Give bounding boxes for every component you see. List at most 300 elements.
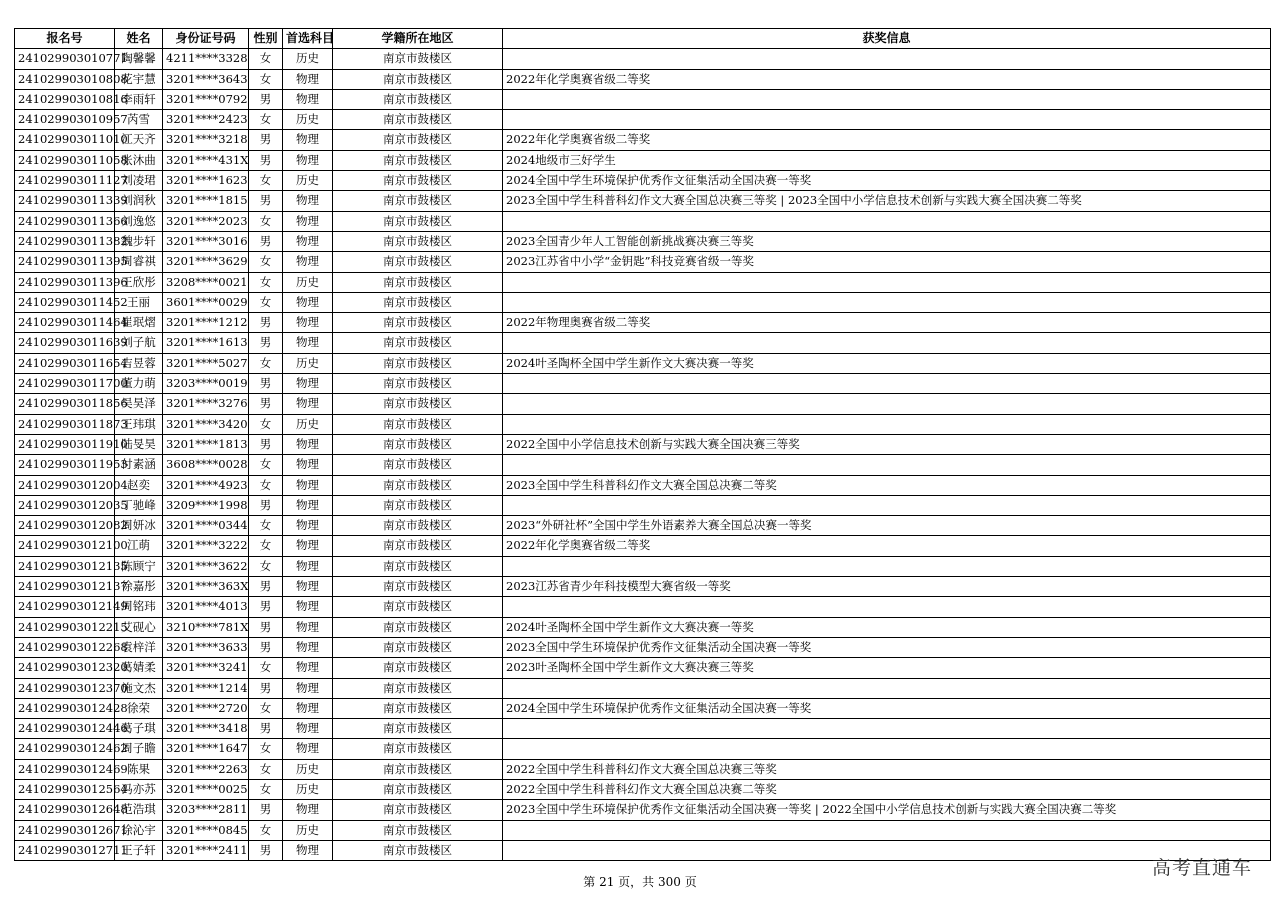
table-row	[15, 840, 1271, 860]
registration-number-cell: 241029903011058	[15, 150, 115, 170]
registration-number-cell: 241029903011639	[15, 333, 115, 353]
id-number-cell: 3201****1212	[163, 313, 249, 333]
name-cell: 陈果	[115, 759, 163, 779]
subject-cell: 物理	[283, 617, 333, 637]
id-number-cell: 3201****2411	[163, 840, 249, 860]
awards-cell	[503, 394, 1271, 414]
registration-number-cell: 241029903012035	[15, 495, 115, 515]
header-preferred-subject: 首选科目	[283, 29, 333, 49]
table-body	[15, 49, 1271, 861]
region-cell: 南京市鼓楼区	[333, 171, 503, 191]
subject-cell: 物理	[283, 252, 333, 272]
region-cell: 南京市鼓楼区	[333, 313, 503, 333]
watermark: 高考直通车	[1151, 857, 1252, 879]
id-number-cell: 3201****4923	[163, 475, 249, 495]
registration-number-cell: 241029903012135	[15, 556, 115, 576]
name-cell: 魏步轩	[115, 231, 163, 251]
table-header	[15, 29, 1271, 49]
name-cell: 陆旻昊	[115, 434, 163, 454]
table-row	[15, 719, 1271, 739]
gender-cell: 男	[249, 434, 283, 454]
subject-cell: 物理	[283, 69, 333, 89]
gender-cell: 女	[249, 252, 283, 272]
awards-cell	[503, 678, 1271, 698]
table-row	[15, 171, 1271, 191]
name-cell: 丁驰峰	[115, 495, 163, 515]
subject-cell: 物理	[283, 719, 333, 739]
subject-cell: 物理	[283, 840, 333, 860]
registration-number-cell: 241029903011654	[15, 353, 115, 373]
subject-cell: 物理	[283, 698, 333, 718]
name-cell: 周睿祺	[115, 252, 163, 272]
awards-cell: 2023全国中学生科普科幻作文大赛全国总决赛三等奖 | 2023全国中小学信息技术创新与实践大赛全国决赛二等奖	[503, 191, 1271, 211]
name-cell: 徐荣	[115, 698, 163, 718]
subject-cell: 物理	[283, 658, 333, 678]
awards-cell	[503, 455, 1271, 475]
id-number-cell: 3201****3418	[163, 719, 249, 739]
id-number-cell: 3201****3276	[163, 394, 249, 414]
region-cell: 南京市鼓楼区	[333, 252, 503, 272]
awards-cell	[503, 211, 1271, 231]
id-number-cell: 3201****3633	[163, 637, 249, 657]
table-row	[15, 211, 1271, 231]
awards-cell: 2022全国中学生科普科幻作文大赛全国总决赛二等奖	[503, 779, 1271, 799]
subject-cell: 物理	[283, 516, 333, 536]
awards-cell	[503, 719, 1271, 739]
subject-cell: 历史	[283, 414, 333, 434]
registration-number-cell: 241029903012137	[15, 577, 115, 597]
subject-cell: 物理	[283, 333, 333, 353]
awards-cell	[503, 110, 1271, 130]
id-number-cell: 3201****3016	[163, 231, 249, 251]
roster-table	[14, 28, 1271, 861]
awards-cell: 2023江苏省中小学“金钥匙”科技竞赛省级一等奖	[503, 252, 1271, 272]
table-row	[15, 617, 1271, 637]
subject-cell: 历史	[283, 759, 333, 779]
name-cell: 艾砚心	[115, 617, 163, 637]
gender-cell: 女	[249, 69, 283, 89]
gender-cell: 女	[249, 110, 283, 130]
name-cell: 陶馨馨	[115, 49, 163, 69]
registration-number-cell: 241029903011464	[15, 313, 115, 333]
gender-cell: 男	[249, 495, 283, 515]
id-number-cell: 3201****3222	[163, 536, 249, 556]
gender-cell: 女	[249, 49, 283, 69]
registration-number-cell: 241029903010808	[15, 69, 115, 89]
region-cell: 南京市鼓楼区	[333, 637, 503, 657]
id-number-cell: 4211****3328	[163, 49, 249, 69]
table-row	[15, 434, 1271, 454]
table-row	[15, 374, 1271, 394]
region-cell: 南京市鼓楼区	[333, 150, 503, 170]
registration-number-cell: 241029903011953	[15, 455, 115, 475]
region-cell: 南京市鼓楼区	[333, 820, 503, 840]
table-row	[15, 637, 1271, 657]
gender-cell: 女	[249, 698, 283, 718]
awards-cell: 2022全国中小学信息技术创新与实践大赛全国决赛三等奖	[503, 434, 1271, 454]
table-row	[15, 577, 1271, 597]
region-cell: 南京市鼓楼区	[333, 69, 503, 89]
awards-cell: 2023叶圣陶杯全国中学生新作文大赛决赛三等奖	[503, 658, 1271, 678]
name-cell: 袁梓洋	[115, 637, 163, 657]
region-cell: 南京市鼓楼区	[333, 353, 503, 373]
id-number-cell: 3209****1998	[163, 495, 249, 515]
id-number-cell: 3201****1647	[163, 739, 249, 759]
id-number-cell: 3201****1214	[163, 678, 249, 698]
awards-cell: 2022年化学奥赛省级二等奖	[503, 69, 1271, 89]
awards-cell: 2023“外研社杯”全国中学生外语素养大赛全国总决赛一等奖	[503, 516, 1271, 536]
gender-cell: 男	[249, 678, 283, 698]
id-number-cell: 3201****1813	[163, 434, 249, 454]
id-number-cell: 3201****1815	[163, 191, 249, 211]
table-row	[15, 130, 1271, 150]
name-cell: 张沐曲	[115, 150, 163, 170]
awards-cell: 2024全国中学生环境保护优秀作文征集活动全国决赛一等奖	[503, 171, 1271, 191]
subject-cell: 物理	[283, 556, 333, 576]
table-row	[15, 800, 1271, 820]
table-row	[15, 475, 1271, 495]
registration-number-cell: 241029903012671	[15, 820, 115, 840]
id-number-cell: 3201****0344	[163, 516, 249, 536]
awards-cell	[503, 374, 1271, 394]
awards-cell: 2023全国中学生环境保护优秀作文征集活动全国决赛一等奖	[503, 637, 1271, 657]
name-cell: 施文杰	[115, 678, 163, 698]
awards-cell: 2022年化学奥赛省级二等奖	[503, 130, 1271, 150]
region-cell: 南京市鼓楼区	[333, 292, 503, 312]
region-cell: 南京市鼓楼区	[333, 739, 503, 759]
registration-number-cell: 241029903011395	[15, 252, 115, 272]
name-cell: 刘润秋	[115, 191, 163, 211]
awards-cell	[503, 414, 1271, 434]
table-row	[15, 252, 1271, 272]
gender-cell: 男	[249, 394, 283, 414]
registration-number-cell: 241029903012711	[15, 840, 115, 860]
name-cell: 范浩琪	[115, 800, 163, 820]
subject-cell: 物理	[283, 475, 333, 495]
table-row	[15, 658, 1271, 678]
name-cell: 花宇慧	[115, 69, 163, 89]
gender-cell: 女	[249, 414, 283, 434]
region-cell: 南京市鼓楼区	[333, 800, 503, 820]
registration-number-cell: 241029903011910	[15, 434, 115, 454]
table-row	[15, 333, 1271, 353]
awards-cell: 2023全国中学生环境保护优秀作文征集活动全国决赛一等奖 | 2022全国中小学信息技术创新与实践大赛全国决赛二等奖	[503, 800, 1271, 820]
subject-cell: 物理	[283, 577, 333, 597]
registration-number-cell: 241029903011127	[15, 171, 115, 191]
registration-number-cell: 241029903012082	[15, 516, 115, 536]
table-row	[15, 292, 1271, 312]
gender-cell: 男	[249, 637, 283, 657]
subject-cell: 物理	[283, 394, 333, 414]
registration-number-cell: 241029903011856	[15, 394, 115, 414]
registration-number-cell: 241029903011873	[15, 414, 115, 434]
table-row	[15, 455, 1271, 475]
gender-cell: 女	[249, 556, 283, 576]
awards-cell: 2022全国中学生科普科幻作文大赛全国总决赛三等奖	[503, 759, 1271, 779]
registration-number-cell: 241029903010771	[15, 49, 115, 69]
registration-number-cell: 241029903012446	[15, 719, 115, 739]
registration-number-cell: 241029903012462	[15, 739, 115, 759]
awards-cell	[503, 272, 1271, 292]
id-number-cell: 3201****363X	[163, 577, 249, 597]
table-row	[15, 231, 1271, 251]
awards-cell	[503, 820, 1271, 840]
awards-cell	[503, 597, 1271, 617]
region-cell: 南京市鼓楼区	[333, 516, 503, 536]
page-footer: 第 21 页，共 300 页	[583, 875, 697, 889]
registration-number-cell: 241029903012320	[15, 658, 115, 678]
registration-number-cell: 241029903012648	[15, 800, 115, 820]
subject-cell: 物理	[283, 597, 333, 617]
name-cell: 刘子航	[115, 333, 163, 353]
region-cell: 南京市鼓楼区	[333, 211, 503, 231]
name-cell: 陈顾宁	[115, 556, 163, 576]
name-cell: 王欣彤	[115, 272, 163, 292]
id-number-cell: 3201****3629	[163, 252, 249, 272]
region-cell: 南京市鼓楼区	[333, 698, 503, 718]
name-cell: 王丽	[115, 292, 163, 312]
header-row	[15, 29, 1271, 49]
id-number-cell: 3201****5027	[163, 353, 249, 373]
gender-cell: 男	[249, 719, 283, 739]
awards-cell	[503, 292, 1271, 312]
subject-cell: 物理	[283, 89, 333, 109]
region-cell: 南京市鼓楼区	[333, 719, 503, 739]
gender-cell: 男	[249, 333, 283, 353]
name-cell: 周子瞻	[115, 739, 163, 759]
subject-cell: 物理	[283, 313, 333, 333]
name-cell: 葛婧柔	[115, 658, 163, 678]
gender-cell: 男	[249, 374, 283, 394]
awards-cell: 2022年物理奥赛省级二等奖	[503, 313, 1271, 333]
table-row	[15, 759, 1271, 779]
id-number-cell: 3201****2263	[163, 759, 249, 779]
id-number-cell: 3201****3218	[163, 130, 249, 150]
gender-cell: 男	[249, 800, 283, 820]
subject-cell: 物理	[283, 739, 333, 759]
id-number-cell: 3201****1623	[163, 171, 249, 191]
subject-cell: 历史	[283, 110, 333, 130]
region-cell: 南京市鼓楼区	[333, 434, 503, 454]
region-cell: 南京市鼓楼区	[333, 394, 503, 414]
table-row	[15, 110, 1271, 130]
name-cell: 刘凌珺	[115, 171, 163, 191]
region-cell: 南京市鼓楼区	[333, 597, 503, 617]
gender-cell: 女	[249, 516, 283, 536]
registration-number-cell: 241029903012149	[15, 597, 115, 617]
table-row	[15, 536, 1271, 556]
subject-cell: 历史	[283, 779, 333, 799]
awards-cell: 2024全国中学生环境保护优秀作文征集活动全国决赛一等奖	[503, 698, 1271, 718]
table-row	[15, 779, 1271, 799]
gender-cell: 男	[249, 231, 283, 251]
subject-cell: 历史	[283, 49, 333, 69]
awards-cell: 2022年化学奥赛省级二等奖	[503, 536, 1271, 556]
region-cell: 南京市鼓楼区	[333, 130, 503, 150]
gender-cell: 女	[249, 211, 283, 231]
name-cell: 江天齐	[115, 130, 163, 150]
table-row	[15, 69, 1271, 89]
subject-cell: 物理	[283, 231, 333, 251]
awards-cell: 2024叶圣陶杯全国中学生新作文大赛决赛一等奖	[503, 353, 1271, 373]
region-cell: 南京市鼓楼区	[333, 495, 503, 515]
region-cell: 南京市鼓楼区	[333, 577, 503, 597]
awards-cell	[503, 495, 1271, 515]
id-number-cell: 3201****2720	[163, 698, 249, 718]
subject-cell: 物理	[283, 434, 333, 454]
subject-cell: 物理	[283, 800, 333, 820]
gender-cell: 女	[249, 658, 283, 678]
name-cell: 徐沁宇	[115, 820, 163, 840]
subject-cell: 物理	[283, 637, 333, 657]
table-row	[15, 272, 1271, 292]
table-row	[15, 678, 1271, 698]
registration-number-cell: 241029903010957	[15, 110, 115, 130]
registration-number-cell: 241029903011339	[15, 191, 115, 211]
name-cell: 葛子琪	[115, 719, 163, 739]
region-cell: 南京市鼓楼区	[333, 374, 503, 394]
subject-cell: 历史	[283, 272, 333, 292]
header-id-number: 身份证号码	[163, 29, 249, 49]
gender-cell: 男	[249, 617, 283, 637]
id-number-cell: 3201****0845	[163, 820, 249, 840]
name-cell: 王子轩	[115, 840, 163, 860]
awards-cell: 2023全国青少年人工智能创新挑战赛决赛三等奖	[503, 231, 1271, 251]
id-number-cell: 3201****3622	[163, 556, 249, 576]
region-cell: 南京市鼓楼区	[333, 759, 503, 779]
awards-cell	[503, 89, 1271, 109]
registration-number-cell: 241029903011382	[15, 231, 115, 251]
gender-cell: 女	[249, 759, 283, 779]
gender-cell: 男	[249, 313, 283, 333]
id-number-cell: 3201****1613	[163, 333, 249, 353]
awards-cell	[503, 739, 1271, 759]
name-cell: 董力萌	[115, 374, 163, 394]
id-number-cell: 3208****0021	[163, 272, 249, 292]
gender-cell: 男	[249, 597, 283, 617]
id-number-cell: 3608****0028	[163, 455, 249, 475]
region-cell: 南京市鼓楼区	[333, 556, 503, 576]
registration-number-cell: 241029903011010	[15, 130, 115, 150]
subject-cell: 物理	[283, 678, 333, 698]
registration-number-cell: 241029903012469	[15, 759, 115, 779]
region-cell: 南京市鼓楼区	[333, 231, 503, 251]
region-cell: 南京市鼓楼区	[333, 333, 503, 353]
registration-number-cell: 241029903011366	[15, 211, 115, 231]
gender-cell: 女	[249, 272, 283, 292]
gender-cell: 男	[249, 840, 283, 860]
gender-cell: 女	[249, 536, 283, 556]
table-row	[15, 597, 1271, 617]
name-cell: 吉昱蓉	[115, 353, 163, 373]
registration-number-cell: 241029903011396	[15, 272, 115, 292]
table-row	[15, 414, 1271, 434]
name-cell: 赵奕	[115, 475, 163, 495]
id-number-cell: 3203****0019	[163, 374, 249, 394]
gender-cell: 男	[249, 130, 283, 150]
awards-cell	[503, 49, 1271, 69]
id-number-cell: 3201****4013	[163, 597, 249, 617]
subject-cell: 物理	[283, 292, 333, 312]
name-cell: 芮雪	[115, 110, 163, 130]
id-number-cell: 3201****2023	[163, 211, 249, 231]
subject-cell: 历史	[283, 171, 333, 191]
registration-number-cell: 241029903011452	[15, 292, 115, 312]
region-cell: 南京市鼓楼区	[333, 779, 503, 799]
awards-cell: 2023全国中学生科普科幻作文大赛全国总决赛二等奖	[503, 475, 1271, 495]
name-cell: 王玮琪	[115, 414, 163, 434]
gender-cell: 男	[249, 89, 283, 109]
region-cell: 南京市鼓楼区	[333, 536, 503, 556]
table-row	[15, 739, 1271, 759]
header-name: 姓名	[115, 29, 163, 49]
awards-cell	[503, 333, 1271, 353]
name-cell: 吴昊泽	[115, 394, 163, 414]
name-cell: 李雨轩	[115, 89, 163, 109]
table-row	[15, 495, 1271, 515]
header-gender: 性别	[249, 29, 283, 49]
region-cell: 南京市鼓楼区	[333, 840, 503, 860]
subject-cell: 物理	[283, 374, 333, 394]
name-cell: 刘逸悠	[115, 211, 163, 231]
awards-cell: 2023江苏省青少年科技模型大赛省级一等奖	[503, 577, 1271, 597]
subject-cell: 历史	[283, 820, 333, 840]
name-cell: 周妍冰	[115, 516, 163, 536]
name-cell: 江萌	[115, 536, 163, 556]
region-cell: 南京市鼓楼区	[333, 414, 503, 434]
subject-cell: 物理	[283, 495, 333, 515]
header-awards: 获奖信息	[503, 29, 1271, 49]
region-cell: 南京市鼓楼区	[333, 475, 503, 495]
id-number-cell: 3201****0025	[163, 779, 249, 799]
id-number-cell: 3201****3643	[163, 69, 249, 89]
table-row	[15, 49, 1271, 69]
subject-cell: 物理	[283, 130, 333, 150]
table-row	[15, 150, 1271, 170]
region-cell: 南京市鼓楼区	[333, 455, 503, 475]
awards-cell: 2024地级市三好学生	[503, 150, 1271, 170]
gender-cell: 女	[249, 739, 283, 759]
gender-cell: 女	[249, 455, 283, 475]
subject-cell: 物理	[283, 191, 333, 211]
name-cell: 徐嘉彤	[115, 577, 163, 597]
registration-number-cell: 241029903012370	[15, 678, 115, 698]
region-cell: 南京市鼓楼区	[333, 678, 503, 698]
header-registration-number: 报名号	[15, 29, 115, 49]
registration-number-cell: 241029903010816	[15, 89, 115, 109]
registration-number-cell: 241029903012428	[15, 698, 115, 718]
table-row	[15, 516, 1271, 536]
table-row	[15, 191, 1271, 211]
id-number-cell: 3201****0792	[163, 89, 249, 109]
registration-number-cell: 241029903011700	[15, 374, 115, 394]
table-row	[15, 394, 1271, 414]
id-number-cell: 3201****431X	[163, 150, 249, 170]
subject-cell: 物理	[283, 536, 333, 556]
registration-number-cell: 241029903012215	[15, 617, 115, 637]
region-cell: 南京市鼓楼区	[333, 89, 503, 109]
table-row	[15, 313, 1271, 333]
table-row	[15, 89, 1271, 109]
registration-number-cell: 241029903012004	[15, 475, 115, 495]
registration-number-cell: 241029903012100	[15, 536, 115, 556]
gender-cell: 女	[249, 820, 283, 840]
region-cell: 南京市鼓楼区	[333, 110, 503, 130]
gender-cell: 男	[249, 150, 283, 170]
registration-number-cell: 241029903012268	[15, 637, 115, 657]
subject-cell: 物理	[283, 150, 333, 170]
id-number-cell: 3201****3241	[163, 658, 249, 678]
